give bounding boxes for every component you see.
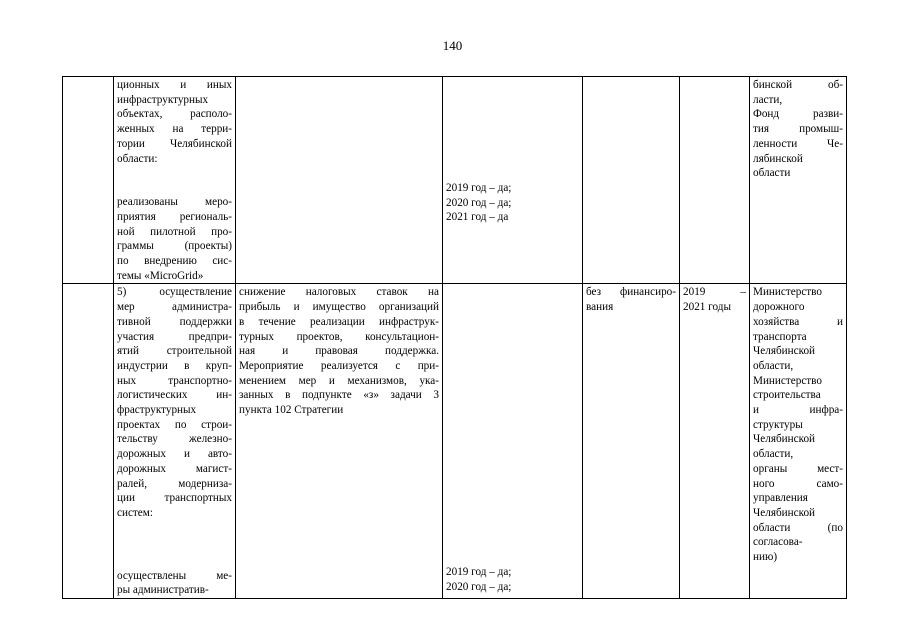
table-cell-col7 [750, 77, 847, 284]
text-line: систем: [117, 506, 153, 519]
text-line: фраструктурных [117, 404, 197, 417]
text-line: реализованы меро- [117, 196, 232, 209]
text-line: без финансиро- [586, 286, 676, 299]
table-cell-col2 [114, 77, 236, 284]
table-cell-col1 [63, 284, 114, 599]
text-line: ласти, [753, 93, 783, 106]
text-line: управления [753, 492, 808, 505]
text-line: ных транспортно- [117, 374, 232, 387]
text-line: 2019 год – да; [446, 566, 512, 579]
text-line: дорожных и авто- [117, 448, 232, 461]
text-line: области, [753, 448, 794, 461]
text-line: 2020 год – да; [446, 581, 512, 594]
text-line: турных проектов, консультацион- [239, 330, 439, 343]
text-line: области: [117, 152, 158, 165]
text-line: структуры [753, 418, 803, 431]
text-line: 5) осуществление [117, 286, 232, 299]
cell-text-block [446, 565, 579, 594]
text-line: 2021 год – да [446, 211, 509, 224]
text-line: инфраструктурных [117, 93, 209, 106]
text-line: области (по [753, 521, 843, 534]
table-cell-col5 [583, 77, 680, 284]
cell-text-block [753, 78, 843, 181]
table-cell-col7 [750, 284, 847, 599]
text-line: строительства [753, 389, 821, 402]
text-line: дорожного [753, 301, 805, 314]
text-line: 2020 год – да; [446, 196, 512, 209]
text-line: логистических ин- [117, 389, 232, 402]
text-line: женных на терри- [117, 123, 232, 136]
table-cell-col6 [680, 77, 750, 284]
cell-text-block [239, 285, 439, 417]
text-line: Челябинской [753, 433, 816, 446]
cell-text-block [117, 285, 232, 520]
text-line: транспорта [753, 330, 807, 343]
text-line: пункта 102 Стратегии [239, 404, 344, 417]
text-line: бинской об- [753, 79, 843, 91]
table-cell-col4 [443, 77, 583, 284]
text-line: дорожных магист- [117, 462, 232, 475]
text-line: в течение реализации инфраструк- [239, 315, 439, 328]
text-line: Министерство [753, 286, 822, 299]
text-line: ции транспортных [117, 492, 232, 505]
text-line: ры административ- [117, 584, 209, 597]
text-line: ного само- [753, 477, 843, 490]
table-cell-col3 [236, 284, 443, 599]
cell-text-block [117, 569, 232, 598]
table-row [63, 284, 847, 599]
text-line: объектах, располо- [117, 108, 232, 121]
text-line: тия промыш- [753, 123, 843, 136]
text-line: осуществлены ме- [117, 569, 232, 582]
text-line: вания [586, 301, 614, 314]
text-line: тории Челябинской [117, 137, 232, 150]
text-line: проектах по строи- [117, 418, 232, 431]
text-line: тивной поддержки [117, 315, 232, 328]
text-line: 2019 год – да; [446, 182, 512, 194]
table-row [63, 77, 847, 284]
text-line: ралей, модерниза- [117, 477, 232, 490]
text-line: менением мер и механизмов, ука- [239, 374, 439, 387]
table-cell-col1 [63, 77, 114, 284]
cell-text-block [446, 181, 579, 225]
table-cell-col4 [443, 284, 583, 599]
text-line: мер администра- [117, 301, 232, 314]
page-number: 140 [442, 38, 463, 53]
text-line: и инфра- [753, 404, 843, 417]
table-cell-col6 [680, 284, 750, 599]
text-line: 2019 – [683, 286, 746, 299]
text-line: ционных и иных [117, 79, 232, 91]
text-line: согласова- [753, 536, 803, 549]
text-line: по внедрению сис- [117, 255, 232, 268]
document-table [62, 76, 847, 599]
text-line: тельству железно- [117, 433, 232, 446]
table-cell-col2 [114, 284, 236, 599]
text-line: области [753, 167, 791, 180]
text-line: ной пилотной про- [117, 225, 232, 238]
cell-text-block [117, 78, 232, 166]
text-line: приятия региональ- [117, 210, 232, 223]
text-line: ная и правовая поддержка. [239, 345, 439, 358]
table-cell-col5 [583, 284, 680, 599]
text-line: хозяйства и [753, 315, 843, 328]
text-line: Челябинской [753, 506, 816, 519]
text-line: снижение налоговых ставок на [239, 286, 439, 299]
text-line: нию) [753, 551, 778, 564]
cell-text-block [753, 285, 843, 564]
text-line: индустрии в круп- [117, 359, 232, 372]
text-line: органы мест- [753, 462, 843, 475]
cell-text-block [683, 285, 746, 314]
text-line: Министерство [753, 374, 822, 387]
text-line: Мероприятие реализуется с при- [239, 359, 439, 372]
text-line: темы «MicroGrid» [117, 269, 204, 282]
text-line: лябинской [753, 152, 803, 165]
text-line: 2021 годы [683, 301, 731, 314]
text-line: Фонд разви- [753, 108, 843, 121]
table-cell-col3 [236, 77, 443, 284]
text-line: граммы (проекты) [117, 240, 232, 253]
text-line: Челябинской [753, 345, 816, 358]
cell-text-block [117, 195, 232, 283]
text-line: прибыль и имущество организаций [239, 301, 439, 314]
text-line: области, [753, 359, 794, 372]
text-line: ятий строительной [117, 345, 232, 358]
cell-text-block [586, 285, 676, 314]
text-line: участия предпри- [117, 330, 232, 343]
text-line: ленности Че- [753, 137, 843, 150]
text-line: занных в подпункте «з» задачи 3 [239, 389, 439, 402]
